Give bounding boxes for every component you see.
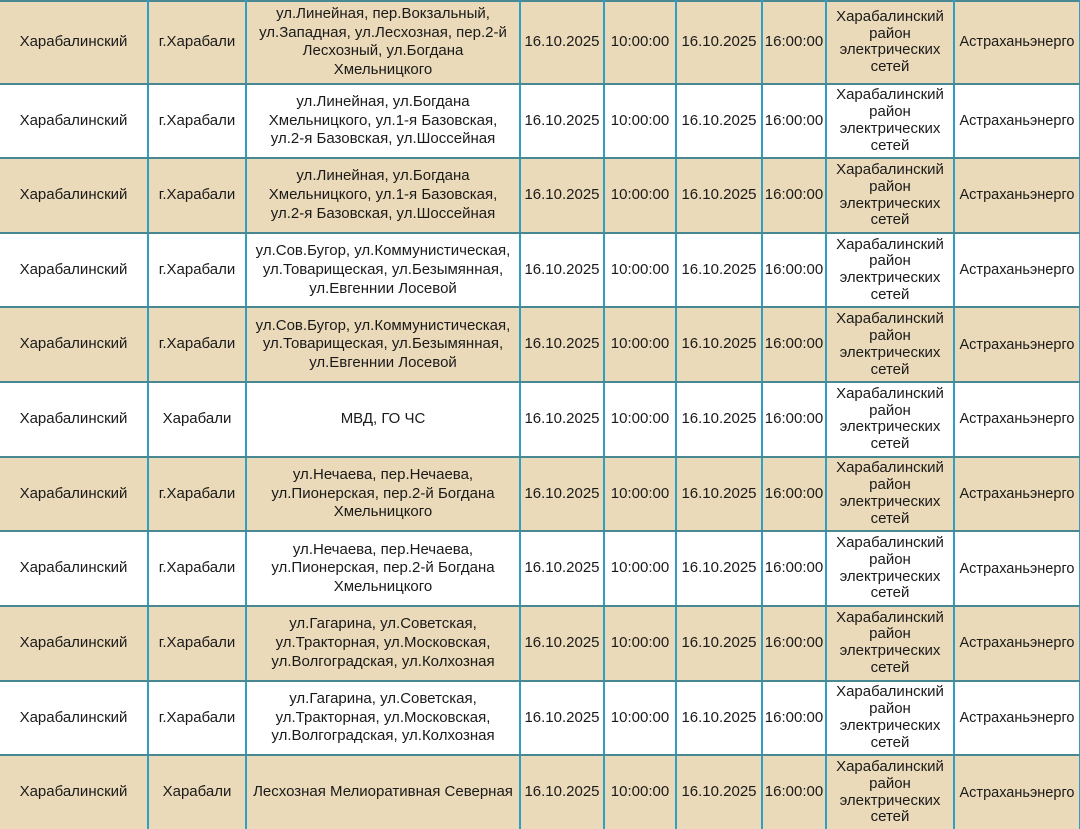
cell-company: Астраханьэнерго xyxy=(954,755,1080,829)
cell-company: Астраханьэнерго xyxy=(954,233,1080,308)
cell-grid-organization: Харабалинский район электрических сетей xyxy=(826,681,954,756)
cell-streets: ул.Гагарина, ул.Советская, ул.Тракторная, ул.Московская, ул.Волгоградская, ул.Колхозная xyxy=(246,681,520,756)
cell-district: Харабалинский xyxy=(0,84,148,159)
cell-start-time: 10:00:00 xyxy=(604,307,676,382)
table-row xyxy=(0,382,1080,457)
cell-end-time: 16:00:00 xyxy=(762,606,826,681)
table-row xyxy=(0,755,1080,829)
cell-district: Харабалинский xyxy=(0,457,148,532)
cell-end-date: 16.10.2025 xyxy=(676,233,762,308)
cell-start-time: 10:00:00 xyxy=(604,606,676,681)
cell-district: Харабалинский xyxy=(0,158,148,233)
cell-grid-organization: Харабалинский район электрических сетей xyxy=(826,307,954,382)
cell-settlement: г.Харабали xyxy=(148,681,246,756)
table-row xyxy=(0,158,1080,233)
table-row xyxy=(0,606,1080,681)
cell-end-time: 16:00:00 xyxy=(762,755,826,829)
table-row xyxy=(0,1,1080,84)
cell-end-date: 16.10.2025 xyxy=(676,382,762,457)
cell-settlement: г.Харабали xyxy=(148,158,246,233)
cell-settlement: Харабали xyxy=(148,382,246,457)
cell-district: Харабалинский xyxy=(0,1,148,84)
cell-streets: Лесхозная Мелиоративная Северная xyxy=(246,755,520,829)
cell-start-date: 16.10.2025 xyxy=(520,158,604,233)
cell-start-time: 10:00:00 xyxy=(604,382,676,457)
cell-end-date: 16.10.2025 xyxy=(676,84,762,159)
cell-district: Харабалинский xyxy=(0,755,148,829)
cell-end-time: 16:00:00 xyxy=(762,382,826,457)
cell-start-date: 16.10.2025 xyxy=(520,606,604,681)
cell-settlement: г.Харабали xyxy=(148,531,246,606)
cell-district: Харабалинский xyxy=(0,531,148,606)
cell-company: Астраханьэнерго xyxy=(954,1,1080,84)
cell-end-date: 16.10.2025 xyxy=(676,158,762,233)
cell-end-date: 16.10.2025 xyxy=(676,307,762,382)
cell-grid-organization: Харабалинский район электрических сетей xyxy=(826,457,954,532)
cell-end-time: 16:00:00 xyxy=(762,1,826,84)
cell-grid-organization: Харабалинский район электрических сетей xyxy=(826,233,954,308)
cell-district: Харабалинский xyxy=(0,307,148,382)
cell-settlement: г.Харабали xyxy=(148,84,246,159)
cell-streets: ул.Сов.Бугор, ул.Коммунистическая, ул.Товарищеская, ул.Безымянная, ул.Евгеннии Лосевой xyxy=(246,233,520,308)
cell-company: Астраханьэнерго xyxy=(954,307,1080,382)
cell-streets: ул.Гагарина, ул.Советская, ул.Тракторная, ул.Московская, ул.Волгоградская, ул.Колхозная xyxy=(246,606,520,681)
table-row xyxy=(0,233,1080,308)
cell-start-date: 16.10.2025 xyxy=(520,531,604,606)
cell-end-time: 16:00:00 xyxy=(762,233,826,308)
cell-grid-organization: Харабалинский район электрических сетей xyxy=(826,531,954,606)
cell-end-time: 16:00:00 xyxy=(762,531,826,606)
cell-company: Астраханьэнерго xyxy=(954,681,1080,756)
cell-streets: ул.Нечаева, пер.Нечаева, ул.Пионерская, пер.2-й Богдана Хмельницкого xyxy=(246,531,520,606)
cell-settlement: г.Харабали xyxy=(148,457,246,532)
cell-grid-organization: Харабалинский район электрических сетей xyxy=(826,158,954,233)
cell-grid-organization: Харабалинский район электрических сетей xyxy=(826,1,954,84)
cell-grid-organization: Харабалинский район электрических сетей xyxy=(826,755,954,829)
table-row xyxy=(0,307,1080,382)
cell-streets: ул.Линейная, ул.Богдана Хмельницкого, ул.1-я Базовская, ул.2-я Базовская, ул.Шоссейная xyxy=(246,158,520,233)
cell-company: Астраханьэнерго xyxy=(954,84,1080,159)
cell-start-time: 10:00:00 xyxy=(604,457,676,532)
cell-start-time: 10:00:00 xyxy=(604,681,676,756)
cell-end-date: 16.10.2025 xyxy=(676,755,762,829)
cell-start-time: 10:00:00 xyxy=(604,233,676,308)
cell-end-time: 16:00:00 xyxy=(762,84,826,159)
table-row xyxy=(0,84,1080,159)
cell-company: Астраханьэнерго xyxy=(954,531,1080,606)
cell-start-time: 10:00:00 xyxy=(604,755,676,829)
cell-streets: ул.Линейная, пер.Вокзальный, ул.Западная, ул.Лесхозная, пер.2-й Лесхозный, ул.Богдана Хмельницкого xyxy=(246,1,520,84)
outage-table-body xyxy=(0,1,1080,829)
cell-start-date: 16.10.2025 xyxy=(520,233,604,308)
cell-settlement: г.Харабали xyxy=(148,307,246,382)
cell-start-date: 16.10.2025 xyxy=(520,1,604,84)
cell-start-date: 16.10.2025 xyxy=(520,84,604,159)
cell-grid-organization: Харабалинский район электрических сетей xyxy=(826,382,954,457)
cell-end-date: 16.10.2025 xyxy=(676,531,762,606)
cell-grid-organization: Харабалинский район электрических сетей xyxy=(826,606,954,681)
cell-start-time: 10:00:00 xyxy=(604,158,676,233)
cell-end-date: 16.10.2025 xyxy=(676,606,762,681)
cell-settlement: Харабали xyxy=(148,755,246,829)
cell-end-time: 16:00:00 xyxy=(762,681,826,756)
cell-company: Астраханьэнерго xyxy=(954,158,1080,233)
cell-streets: ул.Линейная, ул.Богдана Хмельницкого, ул.1-я Базовская, ул.2-я Базовская, ул.Шоссейная xyxy=(246,84,520,159)
cell-start-time: 10:00:00 xyxy=(604,531,676,606)
table-row xyxy=(0,681,1080,756)
cell-district: Харабалинский xyxy=(0,233,148,308)
cell-start-date: 16.10.2025 xyxy=(520,681,604,756)
cell-end-date: 16.10.2025 xyxy=(676,1,762,84)
cell-start-date: 16.10.2025 xyxy=(520,457,604,532)
cell-streets: МВД, ГО ЧС xyxy=(246,382,520,457)
cell-settlement: г.Харабали xyxy=(148,233,246,308)
cell-district: Харабалинский xyxy=(0,681,148,756)
table-row xyxy=(0,457,1080,532)
cell-district: Харабалинский xyxy=(0,606,148,681)
cell-start-time: 10:00:00 xyxy=(604,84,676,159)
cell-end-time: 16:00:00 xyxy=(762,158,826,233)
cell-end-date: 16.10.2025 xyxy=(676,457,762,532)
cell-company: Астраханьэнерго xyxy=(954,382,1080,457)
cell-settlement: г.Харабали xyxy=(148,1,246,84)
cell-company: Астраханьэнерго xyxy=(954,457,1080,532)
cell-settlement: г.Харабали xyxy=(148,606,246,681)
cell-company: Астраханьэнерго xyxy=(954,606,1080,681)
cell-district: Харабалинский xyxy=(0,382,148,457)
cell-end-time: 16:00:00 xyxy=(762,307,826,382)
cell-start-date: 16.10.2025 xyxy=(520,382,604,457)
cell-end-time: 16:00:00 xyxy=(762,457,826,532)
table-row xyxy=(0,531,1080,606)
cell-end-date: 16.10.2025 xyxy=(676,681,762,756)
cell-grid-organization: Харабалинский район электрических сетей xyxy=(826,84,954,159)
cell-streets: ул.Сов.Бугор, ул.Коммунистическая, ул.Товарищеская, ул.Безымянная, ул.Евгеннии Лосевой xyxy=(246,307,520,382)
cell-start-date: 16.10.2025 xyxy=(520,307,604,382)
cell-start-date: 16.10.2025 xyxy=(520,755,604,829)
cell-start-time: 10:00:00 xyxy=(604,1,676,84)
cell-streets: ул.Нечаева, пер.Нечаева, ул.Пионерская, пер.2-й Богдана Хмельницкого xyxy=(246,457,520,532)
